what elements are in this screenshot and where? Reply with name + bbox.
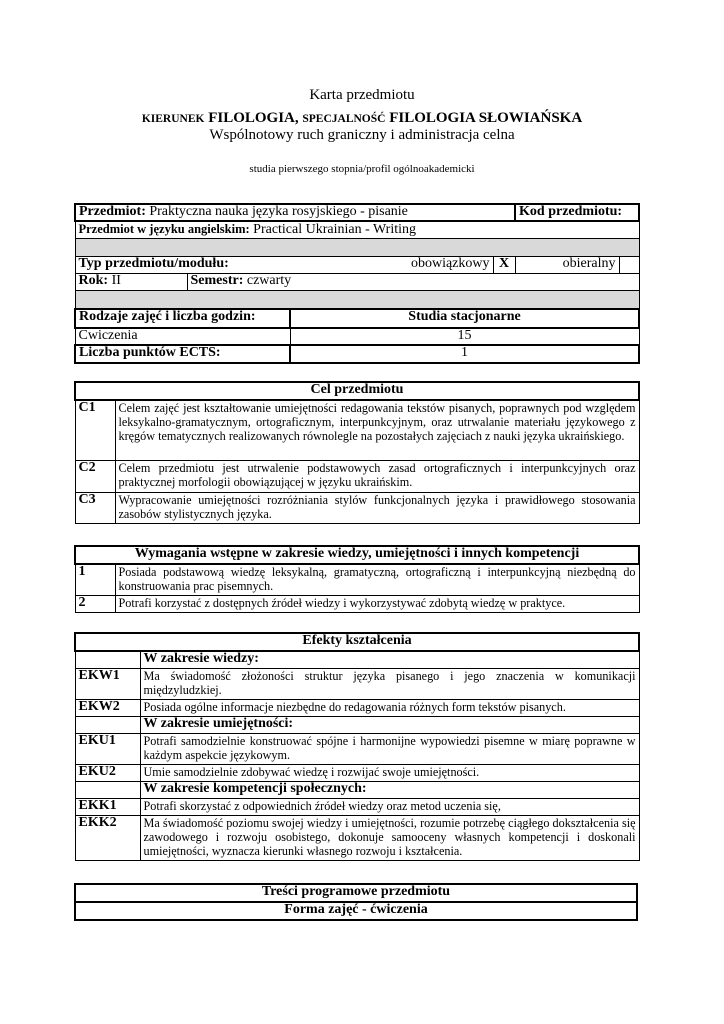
objectives-title: Cel przedmiotu xyxy=(75,382,639,400)
ects-label: Liczba punktów ECTS: xyxy=(75,345,290,363)
english-name-cell xyxy=(75,221,639,238)
year-cell xyxy=(75,273,187,290)
subject-code-label: Kod przedmiotu: xyxy=(519,204,623,219)
outcomes-spacer xyxy=(75,651,140,668)
specjalnosc-value: FILOLOGIA SŁOWIAŃSKA xyxy=(389,110,583,126)
content-table xyxy=(74,883,638,921)
objective-code: C2 xyxy=(75,460,115,492)
hours-table xyxy=(74,308,640,364)
separator-row xyxy=(75,238,639,256)
outcome-code: EKW2 xyxy=(75,699,140,716)
objective-code: C3 xyxy=(75,492,115,523)
semester-cell xyxy=(187,273,639,290)
exercises-hours: 15 xyxy=(290,328,639,345)
outcome-row xyxy=(75,798,639,815)
outcome-code: EKU2 xyxy=(75,764,140,781)
outcome-code: EKW1 xyxy=(75,668,140,699)
objective-text: Celem przedmiotu jest utrwalenie podstawowych zasad ortograficznych i interpunkcyjnych oraz praktycznej morfologii obowiązującej w języku ukraińskim. xyxy=(115,460,639,492)
content-title: Treści programowe przedmiotu xyxy=(75,884,637,902)
module-type-label: Typ przedmiotu/modułu: xyxy=(75,256,403,273)
requirement-text: Potrafi korzystać z dostępnych źródeł wiedzy i wykorzystywać zdobytą wiedzę w praktyce. xyxy=(115,595,639,612)
english-label: Przedmiot w języku angielskim: xyxy=(78,222,250,236)
outcome-code: EKU1 xyxy=(75,733,140,764)
outcomes-spacer xyxy=(75,781,140,798)
outcome-row xyxy=(75,733,639,764)
card-title: Karta przedmiotu xyxy=(309,87,415,103)
full-time-label: Studia stacjonarne xyxy=(290,309,639,328)
kierunek-line xyxy=(0,110,724,127)
outcome-text: Potrafi samodzielnie konstruować spójne i harmonijne wypowiedzi pisemne w miarę poprawne w każdym aspekcie językowym. xyxy=(140,733,639,764)
outcome-row xyxy=(75,764,639,781)
elective-mark xyxy=(619,256,639,273)
objective-row xyxy=(75,460,639,492)
knowledge-heading: W zakresie wiedzy: xyxy=(140,651,639,668)
class-types-label: Rodzaje zajęć i liczba godzin: xyxy=(75,309,290,328)
year-value: II xyxy=(111,272,121,288)
subject-code-cell xyxy=(515,204,639,221)
outcome-text: Ma świadomość poziomu swojej wiedzy i umiejętności, rozumie potrzebę ciągłego dokształcenia się zawodowego i rozwoju osobistego, dokonuje samooceny własnych kompetencji i doskonali umiejętności, wyznacza kierunki własnego rozwoju i kształcenia. xyxy=(140,815,639,860)
outcome-row xyxy=(75,699,639,716)
requirements-table xyxy=(74,545,640,613)
outcomes-table xyxy=(74,632,640,861)
competences-heading: W zakresie kompetencji społecznych: xyxy=(140,781,639,798)
subject-label: Przedmiot: xyxy=(79,204,146,219)
requirement-row xyxy=(75,564,639,595)
requirement-row xyxy=(75,595,639,612)
study-level: studia pierwszego stopnia/profil ogólnoakademicki xyxy=(249,163,475,175)
kierunek-prefix: KIERUNEK xyxy=(141,113,205,125)
objective-row xyxy=(75,400,639,460)
semester-value: czwarty xyxy=(246,272,292,288)
outcomes-title: Efekty kształcenia xyxy=(75,633,639,651)
class-form: Forma zajęć - ćwiczenia xyxy=(75,902,637,920)
requirements-title: Wymagania wstępne w zakresie wiedzy, umiejętności i innych kompetencji xyxy=(75,546,639,564)
subject-cell xyxy=(75,204,515,221)
requirement-code: 2 xyxy=(75,595,115,612)
outcome-row xyxy=(75,668,639,699)
outcome-text: Umie samodzielnie zdobywać wiedzę i rozwijać swoje umiejętności. xyxy=(140,764,639,781)
objectives-table xyxy=(74,381,640,524)
outcome-code: EKK1 xyxy=(75,798,140,815)
objective-text: Wypracowanie umiejętności rozróżniania stylów funkcjonalnych języka i prawidłowego stosowania zasobów stylistycznych języka. xyxy=(115,492,639,523)
outcome-code: EKK2 xyxy=(75,815,140,860)
specjalnosc-prefix: SPECJALNOŚĆ xyxy=(302,113,386,125)
english-value: Practical Ukrainian - Writing xyxy=(253,222,417,237)
outcome-text: Ma świadomość złożoności struktur języka pisanego i jego znaczenia w komunikacji międzyludzkiej. xyxy=(140,668,639,699)
subject-table xyxy=(74,203,640,309)
objective-row xyxy=(75,492,639,523)
kierunek-value: FILOLOGIA, xyxy=(208,110,299,126)
ects-value: 1 xyxy=(290,345,639,363)
outcome-text: Posiada ogólne informacje niezbędne do redagowania różnych form tekstów pisanych. xyxy=(140,699,639,716)
requirement-code: 1 xyxy=(75,564,115,595)
outcome-text: Potrafi skorzystać z odpowiednich źródeł wiedzy oraz metod uczenia się, xyxy=(140,798,639,815)
separator-row xyxy=(75,290,639,308)
semester-label: Semestr: xyxy=(190,272,244,288)
year-label: Rok: xyxy=(78,272,109,288)
requirement-text: Posiada podstawową wiedzę leksykalną, gramatyczną, ortograficzną i interpunkcyjną niezbędną do konstruowania prac pisemnych. xyxy=(115,564,639,595)
subject-row xyxy=(75,204,639,221)
obligatory-mark: X xyxy=(493,256,515,273)
subspecialization: Wspólnotowy ruch graniczny i administracja celna xyxy=(209,127,515,143)
outcomes-spacer xyxy=(75,716,140,733)
elective-label: obieralny xyxy=(515,256,619,273)
objective-text: Celem zajęć jest kształtowanie umiejętności redagowania tekstów pisanych, poprawnych pod względem leksykalno-gramatycznym, ortograficznym, interpunkcyjnym, oraz utrwalanie materiału językowego z kręgów tematycznych realizowanych równolegle na pozostałych zajęciach z nauki języka ukraińskiego. xyxy=(115,400,639,460)
subject-value: Praktyczna nauka języka rosyjskiego - pisanie xyxy=(149,204,408,219)
exercises-label: Ćwiczenia xyxy=(75,328,290,345)
obligatory-label: obowiązkowy xyxy=(403,256,493,273)
objective-code: C1 xyxy=(75,400,115,460)
skills-heading: W zakresie umiejętności: xyxy=(140,716,639,733)
outcome-row xyxy=(75,815,639,860)
